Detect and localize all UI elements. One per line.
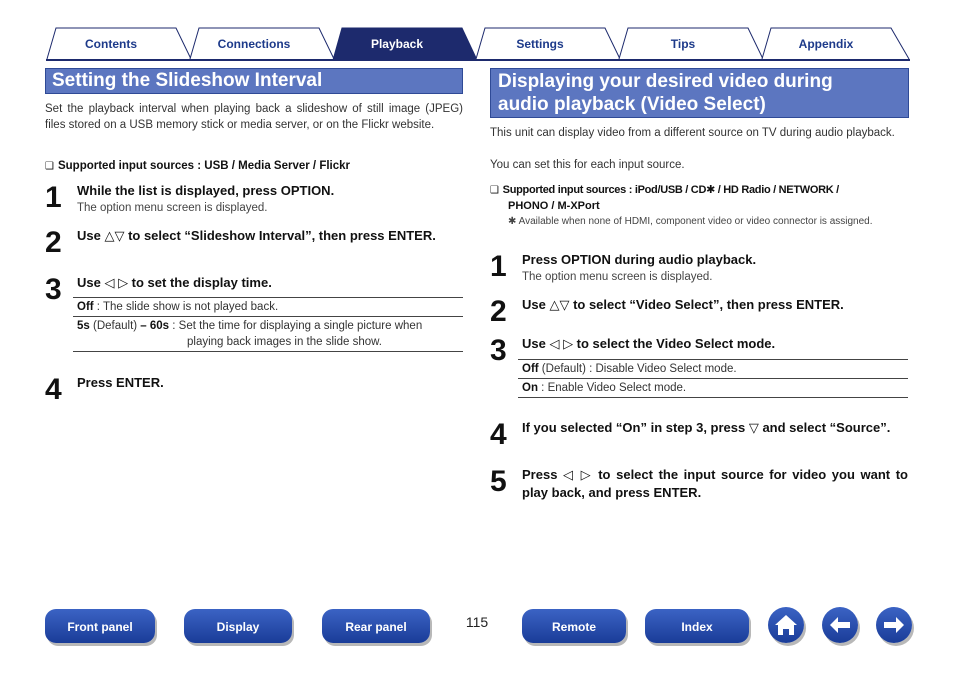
option-default: (Default) xyxy=(89,320,141,332)
index-button[interactable]: Index xyxy=(645,609,749,643)
option-key: Off xyxy=(522,363,539,375)
step-subtext: The option menu screen is displayed. xyxy=(522,271,713,283)
forward-arrow-icon xyxy=(876,607,912,643)
forward-button[interactable] xyxy=(876,607,912,643)
option-key: – 60s xyxy=(140,320,170,332)
option-key: Off xyxy=(77,301,94,313)
step-text: Use △▽ to select “Video Select”, then press ENTER. xyxy=(522,297,844,312)
option-desc: (Default) : Disable Video Select mode. xyxy=(538,363,737,375)
option-desc: : Enable Video Select mode. xyxy=(537,382,687,394)
display-button[interactable]: Display xyxy=(184,609,292,643)
tab-contents[interactable] xyxy=(46,27,192,59)
step-number: 1 xyxy=(490,250,507,283)
section-heading-text: Setting the Slideshow Interval xyxy=(52,70,323,91)
step-number: 3 xyxy=(45,273,62,306)
step-number: 2 xyxy=(45,226,62,259)
tab-connections[interactable] xyxy=(189,27,335,59)
intro-text: This unit can display video from a different source on TV during audio playback. xyxy=(490,127,895,139)
option-desc: : The slide show is not played back. xyxy=(93,301,279,313)
back-arrow-icon xyxy=(822,607,858,643)
intro-text: You can set this for each input source. xyxy=(490,159,685,171)
table-row xyxy=(518,378,908,397)
checkbox-bullet-icon: ❑ xyxy=(45,161,54,172)
options-table xyxy=(73,297,463,352)
checkbox-bullet-icon: ❑ xyxy=(490,185,499,196)
step-number: 3 xyxy=(490,334,507,367)
options-table xyxy=(518,359,908,398)
section-heading xyxy=(45,68,463,94)
supported-sources-line2: PHONO / M-XPort xyxy=(508,200,600,212)
rear-panel-button[interactable]: Rear panel xyxy=(322,609,430,643)
intro-text: Set the playback interval when playing back a slideshow of still image (JPEG) files stored on a USB memory stick or media server, or on the Flickr website. xyxy=(45,103,463,131)
tab-label: Tips xyxy=(670,37,696,51)
footnote: ✱ Available when none of HDMI, component video or video connector is assigned. xyxy=(508,216,873,227)
table-row xyxy=(73,316,463,351)
step-text: Press ENTER. xyxy=(77,375,164,390)
tab-tips[interactable] xyxy=(618,27,764,59)
supported-sources xyxy=(45,158,463,175)
step-text: Use ◁ ▷ to select the Video Select mode. xyxy=(522,336,776,351)
step-number: 2 xyxy=(490,295,507,328)
remote-button[interactable]: Remote xyxy=(522,609,626,643)
tab-settings[interactable] xyxy=(475,27,621,59)
tab-label: Settings xyxy=(516,37,564,51)
step-text: While the list is displayed, press OPTION. xyxy=(77,183,335,198)
tab-playback[interactable] xyxy=(332,27,478,59)
tab-appendix[interactable] xyxy=(761,27,907,59)
tab-label: Appendix xyxy=(798,37,854,51)
tab-label: Contents xyxy=(85,37,137,51)
step-text: Press ◁ ▷ to select the input source for video you want to play back, and press ENTER. xyxy=(522,467,908,500)
table-row xyxy=(73,298,463,316)
step-text: Use △▽ to select “Slideshow Interval”, then press ENTER. xyxy=(77,228,436,243)
step-number: 5 xyxy=(490,465,507,498)
supported-sources xyxy=(490,182,910,199)
front-panel-button[interactable]: Front panel xyxy=(45,609,155,643)
section-heading xyxy=(490,68,909,118)
home-button[interactable] xyxy=(768,607,804,643)
step-number: 4 xyxy=(490,418,507,451)
step-number: 4 xyxy=(45,373,62,406)
tab-underline xyxy=(46,59,910,61)
tab-bar xyxy=(46,27,910,61)
supported-sources-text: Supported input sources : iPod/USB / CD✱ / HD Radio / NETWORK / xyxy=(502,184,839,196)
tab-label: Connections xyxy=(217,37,291,51)
supported-sources-text: Supported input sources : USB / Media Server / Flickr xyxy=(57,160,351,172)
back-button[interactable] xyxy=(822,607,858,643)
page-number: 115 xyxy=(465,614,489,630)
step-text: If you selected “On” in step 3, press ▽ and select “Source”. xyxy=(522,420,891,435)
tab-label: Playback xyxy=(370,37,424,51)
step-number: 1 xyxy=(45,181,62,214)
option-desc: : Set the time for displaying a single picture when playing back images in the slide show. xyxy=(169,320,423,348)
step-text: Use ◁ ▷ to set the display time. xyxy=(77,275,272,290)
home-icon xyxy=(768,607,804,643)
option-key: On xyxy=(522,382,538,394)
step-text: Press OPTION during audio playback. xyxy=(522,252,757,267)
section-heading-line: audio playback (Video Select) xyxy=(498,94,766,115)
table-row xyxy=(518,360,908,378)
step-subtext: The option menu screen is displayed. xyxy=(77,202,268,214)
option-key: 5s xyxy=(77,320,90,332)
section-heading-line: Displaying your desired video during xyxy=(498,71,833,92)
